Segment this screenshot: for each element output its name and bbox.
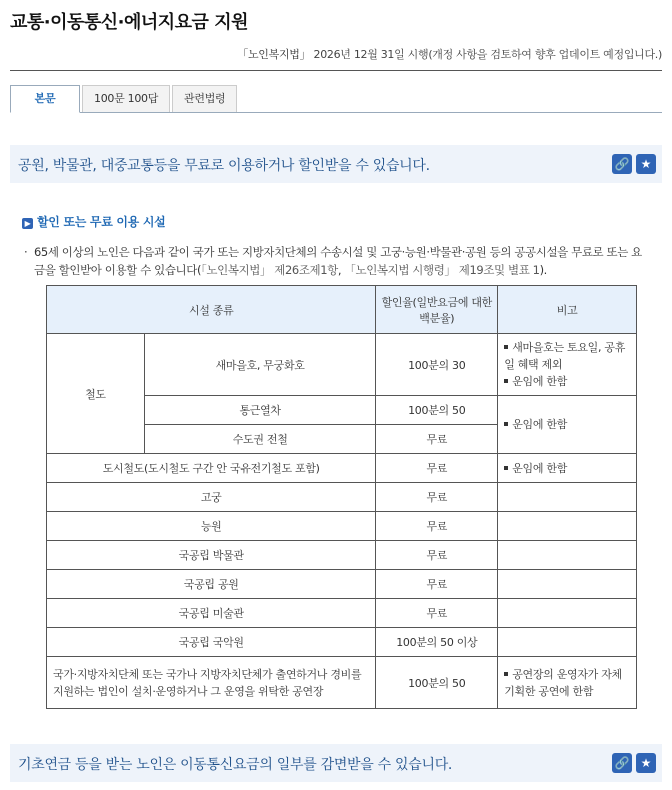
remark-cell [498,454,637,483]
table-row [47,483,637,512]
discount-cell: 100분의 30 [376,334,498,396]
table-row [47,541,637,570]
remark-text: 운임에 한함 [512,375,568,388]
bullet-dot: · [24,245,28,259]
facility-cell: 국공립 미술관 [47,599,376,628]
title-divider [10,70,662,71]
summary-banner-2 [10,744,662,782]
facility-table [46,285,637,709]
table-row [47,599,637,628]
remark-cell [498,570,637,599]
discount-cell: 무료 [376,570,498,599]
remark-text: 공연장의 운영자가 자체 기획한 공연에 한함 [504,667,622,698]
summary-banner-1 [10,145,662,183]
table-row [47,454,637,483]
section-heading-label: 할인 또는 무료 이용 시설 [37,215,166,229]
discount-cell: 무료 [376,483,498,512]
table-row [47,334,637,396]
facility-cell: 새마을호, 무궁화호 [144,334,376,396]
source-note: (개정 사항을 검토하여 향후 업데이트 예정입니다.) [428,48,662,61]
tab-bar [10,85,239,113]
facility-cell: 고궁 [47,483,376,512]
facility-cell: 국가·지방자치단체 또는 국가나 지방자치단체가 출연하거나 경비를 지원하는 법인이 설치·운영하거나 그 운영을 위탁한 공연장 [47,657,376,709]
discount-cell: 100분의 50 [376,657,498,709]
remark-cell [498,396,637,454]
facility-cell: 수도권 전철 [144,425,376,454]
remark-cell [498,334,637,396]
header-discount: 할인율(일반요금에 대한 백분율) [376,286,498,334]
desc-sep: , [337,263,345,277]
table-header-row [47,286,637,334]
source-law[interactable]: 「노인복지법」 [237,48,311,61]
discount-cell: 100분의 50 이상 [376,628,498,657]
discount-cell: 무료 [376,425,498,454]
desc-text: 65세 이상의 노인은 다음과 같이 국가 또는 지방자치단체의 수송시설 및 고궁·능원·박물관·공원 등의 공공시설을 무료로 또는 요금을 할인받아 이용할 수 있습니다( [34,245,642,277]
summary-banner-text: 기초연금 등을 받는 노인은 이동통신요금의 일부를 감면받을 수 있습니다. [18,757,453,773]
facility-cell: 국공립 공원 [47,570,376,599]
remark-text: 운임에 한함 [512,461,568,475]
table-row [47,512,637,541]
table-row [47,570,637,599]
link-icon[interactable]: 🔗 [612,753,632,773]
remark-cell [498,541,637,570]
star-icon[interactable]: ★ [636,154,656,174]
tab-related-law[interactable]: 관련법령 [172,85,237,113]
table-row [47,628,637,657]
law-ref-2[interactable]: 「노인복지법 시행령」 제19조및 별표 1 [344,263,540,277]
facility-cell: 국공립 박물관 [47,541,376,570]
remark-cell [498,512,637,541]
section-description [24,243,646,279]
law-ref-1[interactable]: 「노인복지법」 제26조제1항 [201,263,338,277]
facility-cell: 통근열차 [144,396,376,425]
page-title: 교통·이동통신·에너지요금 지원 [10,12,248,33]
section-heading [22,213,165,230]
remark-cell [498,657,637,709]
star-icon[interactable]: ★ [636,753,656,773]
tab-main[interactable]: 본문 [10,85,80,113]
remark-text: 새마을호는 토요일, 공휴일 혜택 제외 [504,341,626,371]
remark-cell [498,599,637,628]
desc-end: ). [539,263,547,277]
header-facility: 시설 종류 [47,286,376,334]
discount-cell: 무료 [376,599,498,628]
facility-cell: 도시철도(도시철도 구간 안 국유전기철도 포함) [47,454,376,483]
table-row [47,657,637,709]
facility-cell: 능원 [47,512,376,541]
tab-divider [10,112,662,113]
source-date: 2026년 12월 31일 시행 [313,48,429,61]
discount-cell: 무료 [376,541,498,570]
facility-cell: 국공립 국악원 [47,628,376,657]
header-remark: 비고 [498,286,637,334]
rail-group-cell: 철도 [47,334,145,454]
summary-banner-text: 공원, 박물관, 대중교통등을 무료로 이용하거나 할인받을 수 있습니다. [18,158,430,174]
triangle-bullet-icon: ▶ [22,218,33,229]
discount-cell: 무료 [376,454,498,483]
source-line [237,46,662,62]
tab-faq[interactable]: 100문 100답 [82,85,170,113]
remark-cell [498,628,637,657]
discount-cell: 무료 [376,512,498,541]
link-icon[interactable]: 🔗 [612,154,632,174]
remark-cell [498,483,637,512]
remark-text: 운임에 한함 [512,418,568,431]
discount-cell: 100분의 50 [376,396,498,425]
